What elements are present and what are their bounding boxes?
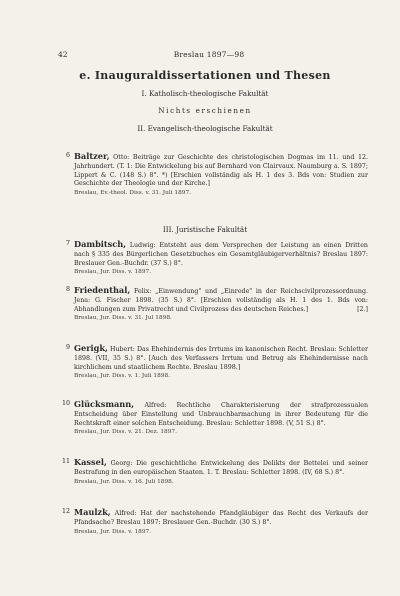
entry-footnote: Breslau, Jur. Diss. v. 31. Jul 1898. bbox=[74, 315, 172, 322]
entry-text: Felix: „Einwendung" und „Einrede" in der Reichscivilprozessordnung. Jena: G. Fischer 1898. (35 S.) 8°. [Erschien vollständig als H. 1 des 1. Bds von: Abhandlungen zum Privatrecht und Civilprozess des deutschen Reiches.] bbox=[74, 288, 368, 313]
entry-author: Gerigk, bbox=[74, 343, 108, 353]
entry-bracket-ref: [2.] bbox=[357, 305, 368, 313]
entry-7 bbox=[58, 240, 368, 277]
entry-author: Baltzer, bbox=[74, 151, 110, 161]
entry-9 bbox=[58, 344, 368, 381]
entry-footnote: Breslau, Jur. Diss. v. 16. Juli 1898. bbox=[74, 478, 174, 485]
entry-text: Alfred: Hat der nachstehende Pfandgläubiger das Recht des Verkaufs der Pfandsache? Breslau 1897: Breslauer Gen.-Buchdr. (30 S.) 8°. bbox=[74, 510, 368, 526]
entry-footnote: Breslau, Ev.-theol. Diss. v. 31. Juli 1897. bbox=[74, 190, 191, 197]
entry-11 bbox=[58, 458, 368, 486]
faculty-heading-catholic: I. Katholisch-theologische Fakultät bbox=[141, 89, 269, 98]
entry-text: Ludwig: Entsteht aus dem Versprechen der Leistung an einen Dritten nach § 335 des Bürgerlichen Gesetzbuches ein Gesamtgläubigerverhältnis? Breslau 1897: Breslauer Gen.-Buchdr. (37 S.) 8°. bbox=[74, 242, 368, 267]
entry-text: Otto: Beiträge zur Geschichte des christologischen Dogmas im 11. und 12. Jahrhundert. (T. 1: Die Entwickelung bis auf Bernhard von Clairvaux. Naumburg a. S. 1897; Lippert & C. (148 S.) 8°. *) [Erschien vollständig als H. 1 des 3. Bds von: Studien zur Geschichte der Theologie und der Kirche.] bbox=[74, 154, 368, 188]
entry-author: Maulzk, bbox=[74, 507, 111, 517]
entry-10 bbox=[58, 400, 368, 437]
entry-8 bbox=[58, 286, 368, 323]
entry-footnote: Breslau, Jur. Diss. v. 1897. bbox=[74, 528, 152, 535]
entry-number: 10 bbox=[61, 400, 70, 407]
page-number: 42 bbox=[58, 50, 68, 59]
entry-author: Glücksmann, bbox=[74, 399, 135, 409]
entry-footnote: Breslau, Jur. Diss. v. 21. Dez. 1897. bbox=[74, 429, 177, 436]
entry-text: Hubert: Das Ehehindernis des Irrtums im kanonischen Recht. Breslau: Schletter 1898. (VII, 35 S.) 8°. [Auch des Verfassers Irrtum und Betrug als Ehehindernisse nach kirchlichem und staatlichem Rechte. Breslau 1898.] bbox=[74, 346, 368, 371]
entry-6 bbox=[58, 152, 368, 198]
entry-number: 6 bbox=[65, 152, 70, 159]
entry-footnote: Breslau, Jur. Diss. v. 1897. bbox=[74, 269, 152, 276]
entry-footnote: Breslau, Jur. Diss. v. 1. Juli 1898. bbox=[74, 373, 171, 380]
entry-text: Georg: Die geschichtliche Entwickelung des Delikts der Bettelei und seiner Bestrafung in den europäischen Staaten. 1. T. Breslau: Schletter 1898. (IV, 68 S.) 8°. bbox=[74, 460, 368, 476]
running-head-title: Breslau 1897—98 bbox=[173, 50, 245, 59]
faculty-heading-law: III. Juristische Fakultät bbox=[162, 225, 248, 234]
entry-12 bbox=[58, 508, 368, 536]
entry-number: 7 bbox=[65, 240, 70, 247]
entry-author: Dambitsch, bbox=[74, 239, 127, 249]
entry-number: 12 bbox=[61, 508, 70, 515]
entry-number: 8 bbox=[65, 286, 70, 293]
entry-author: Friedenthal, bbox=[74, 285, 131, 295]
running-head bbox=[58, 50, 360, 62]
entry-number: 11 bbox=[61, 458, 70, 465]
nothing-published-note: Nichts erschienen bbox=[158, 106, 252, 115]
entry-text: Alfred: Rechtliche Charakterisierung der strafprozessualen Entscheidung über Einstellung und Unbrauchbarmachung in ihrer Bedeutung für die Rechtskraft einer solchen Entscheidung. Breslau: Schletter 1898. (V, 51 S.) 8°. bbox=[74, 402, 368, 427]
entry-number: 9 bbox=[65, 344, 70, 351]
entry-author: Kassel, bbox=[74, 457, 107, 467]
faculty-heading-protestant: II. Evangelisch-theologische Fakultät bbox=[137, 124, 273, 133]
section-title: e. Inauguraldissertationen und Thesen bbox=[79, 69, 331, 82]
